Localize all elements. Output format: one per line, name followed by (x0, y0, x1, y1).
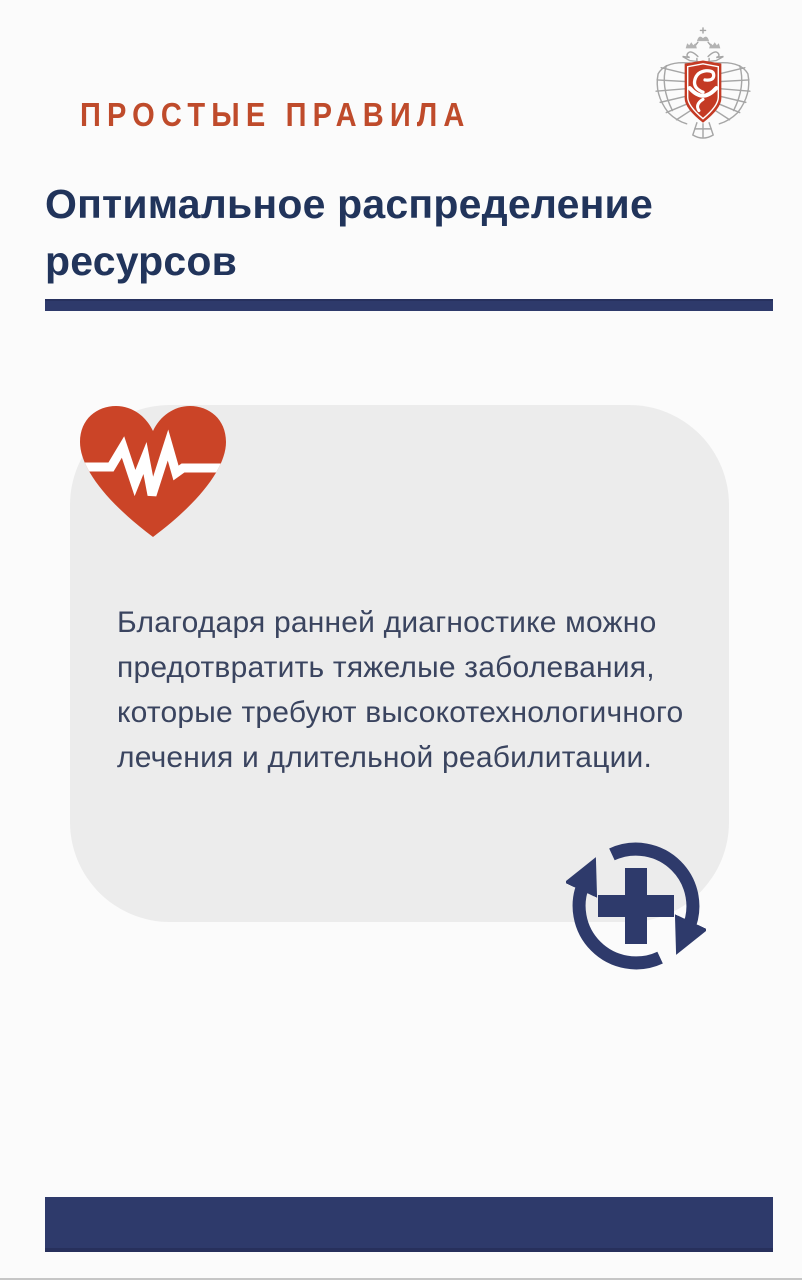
card-body-text (117, 600, 737, 780)
footer-bar (45, 1197, 773, 1252)
card-body-line: которые требуют высокотехнологичного (117, 696, 684, 729)
card-body-line: Благодаря ранней диагностике можно (117, 606, 657, 639)
card-body-line: предотвратить тяжелые заболевания, (117, 651, 655, 684)
title-divider-rule (45, 299, 773, 311)
ministry-of-health-emblem-icon (652, 26, 754, 140)
page-title (45, 176, 653, 290)
medical-cross-cycle-icon (566, 836, 706, 976)
card-body-line: лечения и длительной реабилитации. (117, 741, 653, 774)
page-title-line1: Оптимальное распределение (45, 181, 653, 227)
kicker-label: ПРОСТЫЕ ПРАВИЛА (80, 96, 471, 133)
page-title-line2: ресурсов (45, 238, 238, 284)
heart-pulse-icon (73, 402, 233, 546)
